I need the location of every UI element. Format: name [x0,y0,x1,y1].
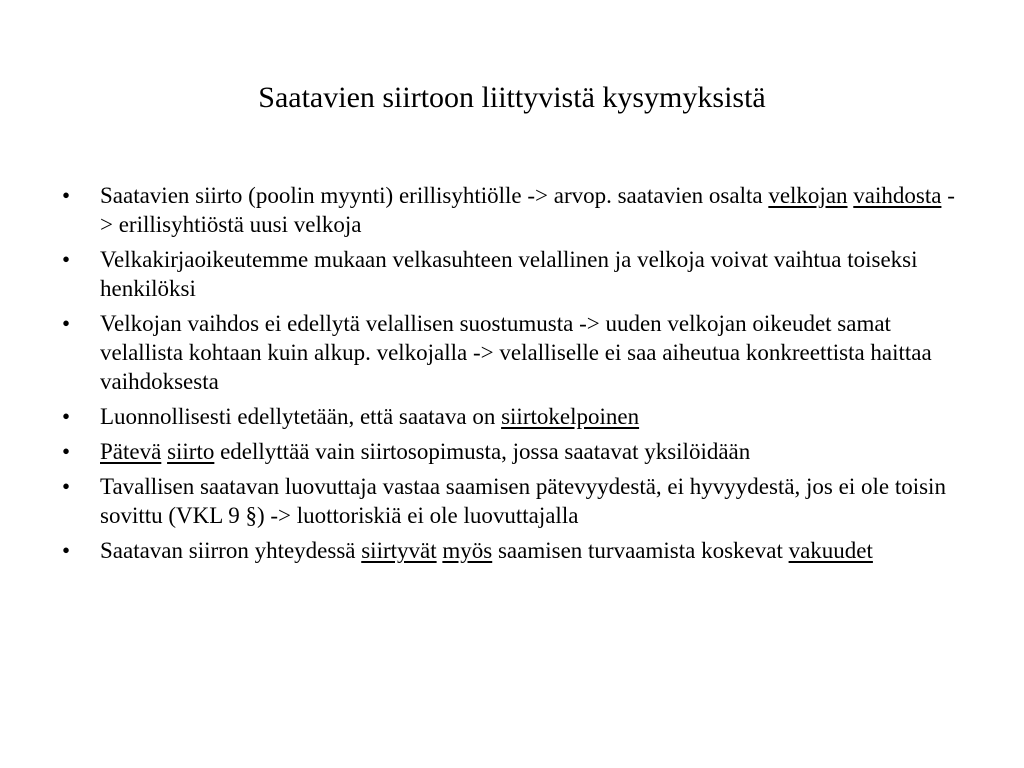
bullet-glyph: • [62,311,71,336]
bullet-glyph: • [62,474,71,499]
bullet-text [100,538,873,563]
bullet-text-segment: Saatavien siirto (poolin myynti) erillisyhtiölle -> arvop. saatavien osalta [100,183,769,208]
bullet-text-segment: saamisen turvaamista koskevat [492,538,789,563]
bullet-text [100,183,955,237]
bullet-text-segment: Saatavan siirron yhteydessä [100,538,362,563]
underlined-term: myös [442,538,493,563]
underlined-term: siirtokelpoinen [501,404,640,429]
underlined-term: siirto [167,439,215,464]
bullet-text [100,439,750,464]
bullet-glyph: • [62,247,71,272]
bullet-text [100,404,639,429]
bullet-text-segment: Tavallisen saatavan luovuttaja vastaa saamisen pätevyydestä, ei hyvyydestä, jos ei ole toisin sovittu (VKL 9 §) -> luottoriskiä ei ole luovuttajalla [100,474,946,528]
bullet-item [62,472,962,530]
bullet-item [62,181,962,239]
bullet-glyph: • [62,439,71,464]
underlined-term: vakuudet [788,538,873,563]
underlined-term: Pätevä [100,439,162,464]
bullet-list [62,181,962,571]
bullet-text-segment: edellyttää vain siirtosopimusta, jossa saatavat yksilöidään [214,439,751,464]
underlined-term: vaihdosta [853,183,942,208]
underlined-term: siirtyvät [361,538,437,563]
bullet-text-segment: Velkakirjaoikeutemme mukaan velkasuhteen velallinen ja velkoja voivat vaihtua toiseksi henkilöksi [100,247,918,301]
bullet-item [62,437,962,466]
slide-title: Saatavien siirtoon liittyvistä kysymyksistä [258,81,766,114]
bullet-glyph: • [62,183,71,208]
bullet-text-segment: Velkojan vaihdos ei edellytä velallisen suostumusta -> uuden velkojan oikeudet samat velallista kohtaan kuin alkup. velkojalla -> velalliselle ei saa aiheutua konkreettista haittaa vaihdoksesta [100,311,932,394]
bullet-text [100,311,932,394]
bullet-item [62,402,962,431]
bullet-glyph: • [62,538,71,563]
bullet-glyph: • [62,404,71,429]
bullet-item [62,536,962,565]
bullet-item [62,245,962,303]
bullet-text-segment: -> erillisyhtiöstä uusi velkoja [100,183,955,237]
bullet-text-segment: Luonnollisesti edellytetään, että saatava on [100,404,502,429]
bullet-item [62,309,962,396]
bullet-text [100,247,918,301]
bullet-text [100,474,946,528]
underlined-term: velkojan [768,183,848,208]
